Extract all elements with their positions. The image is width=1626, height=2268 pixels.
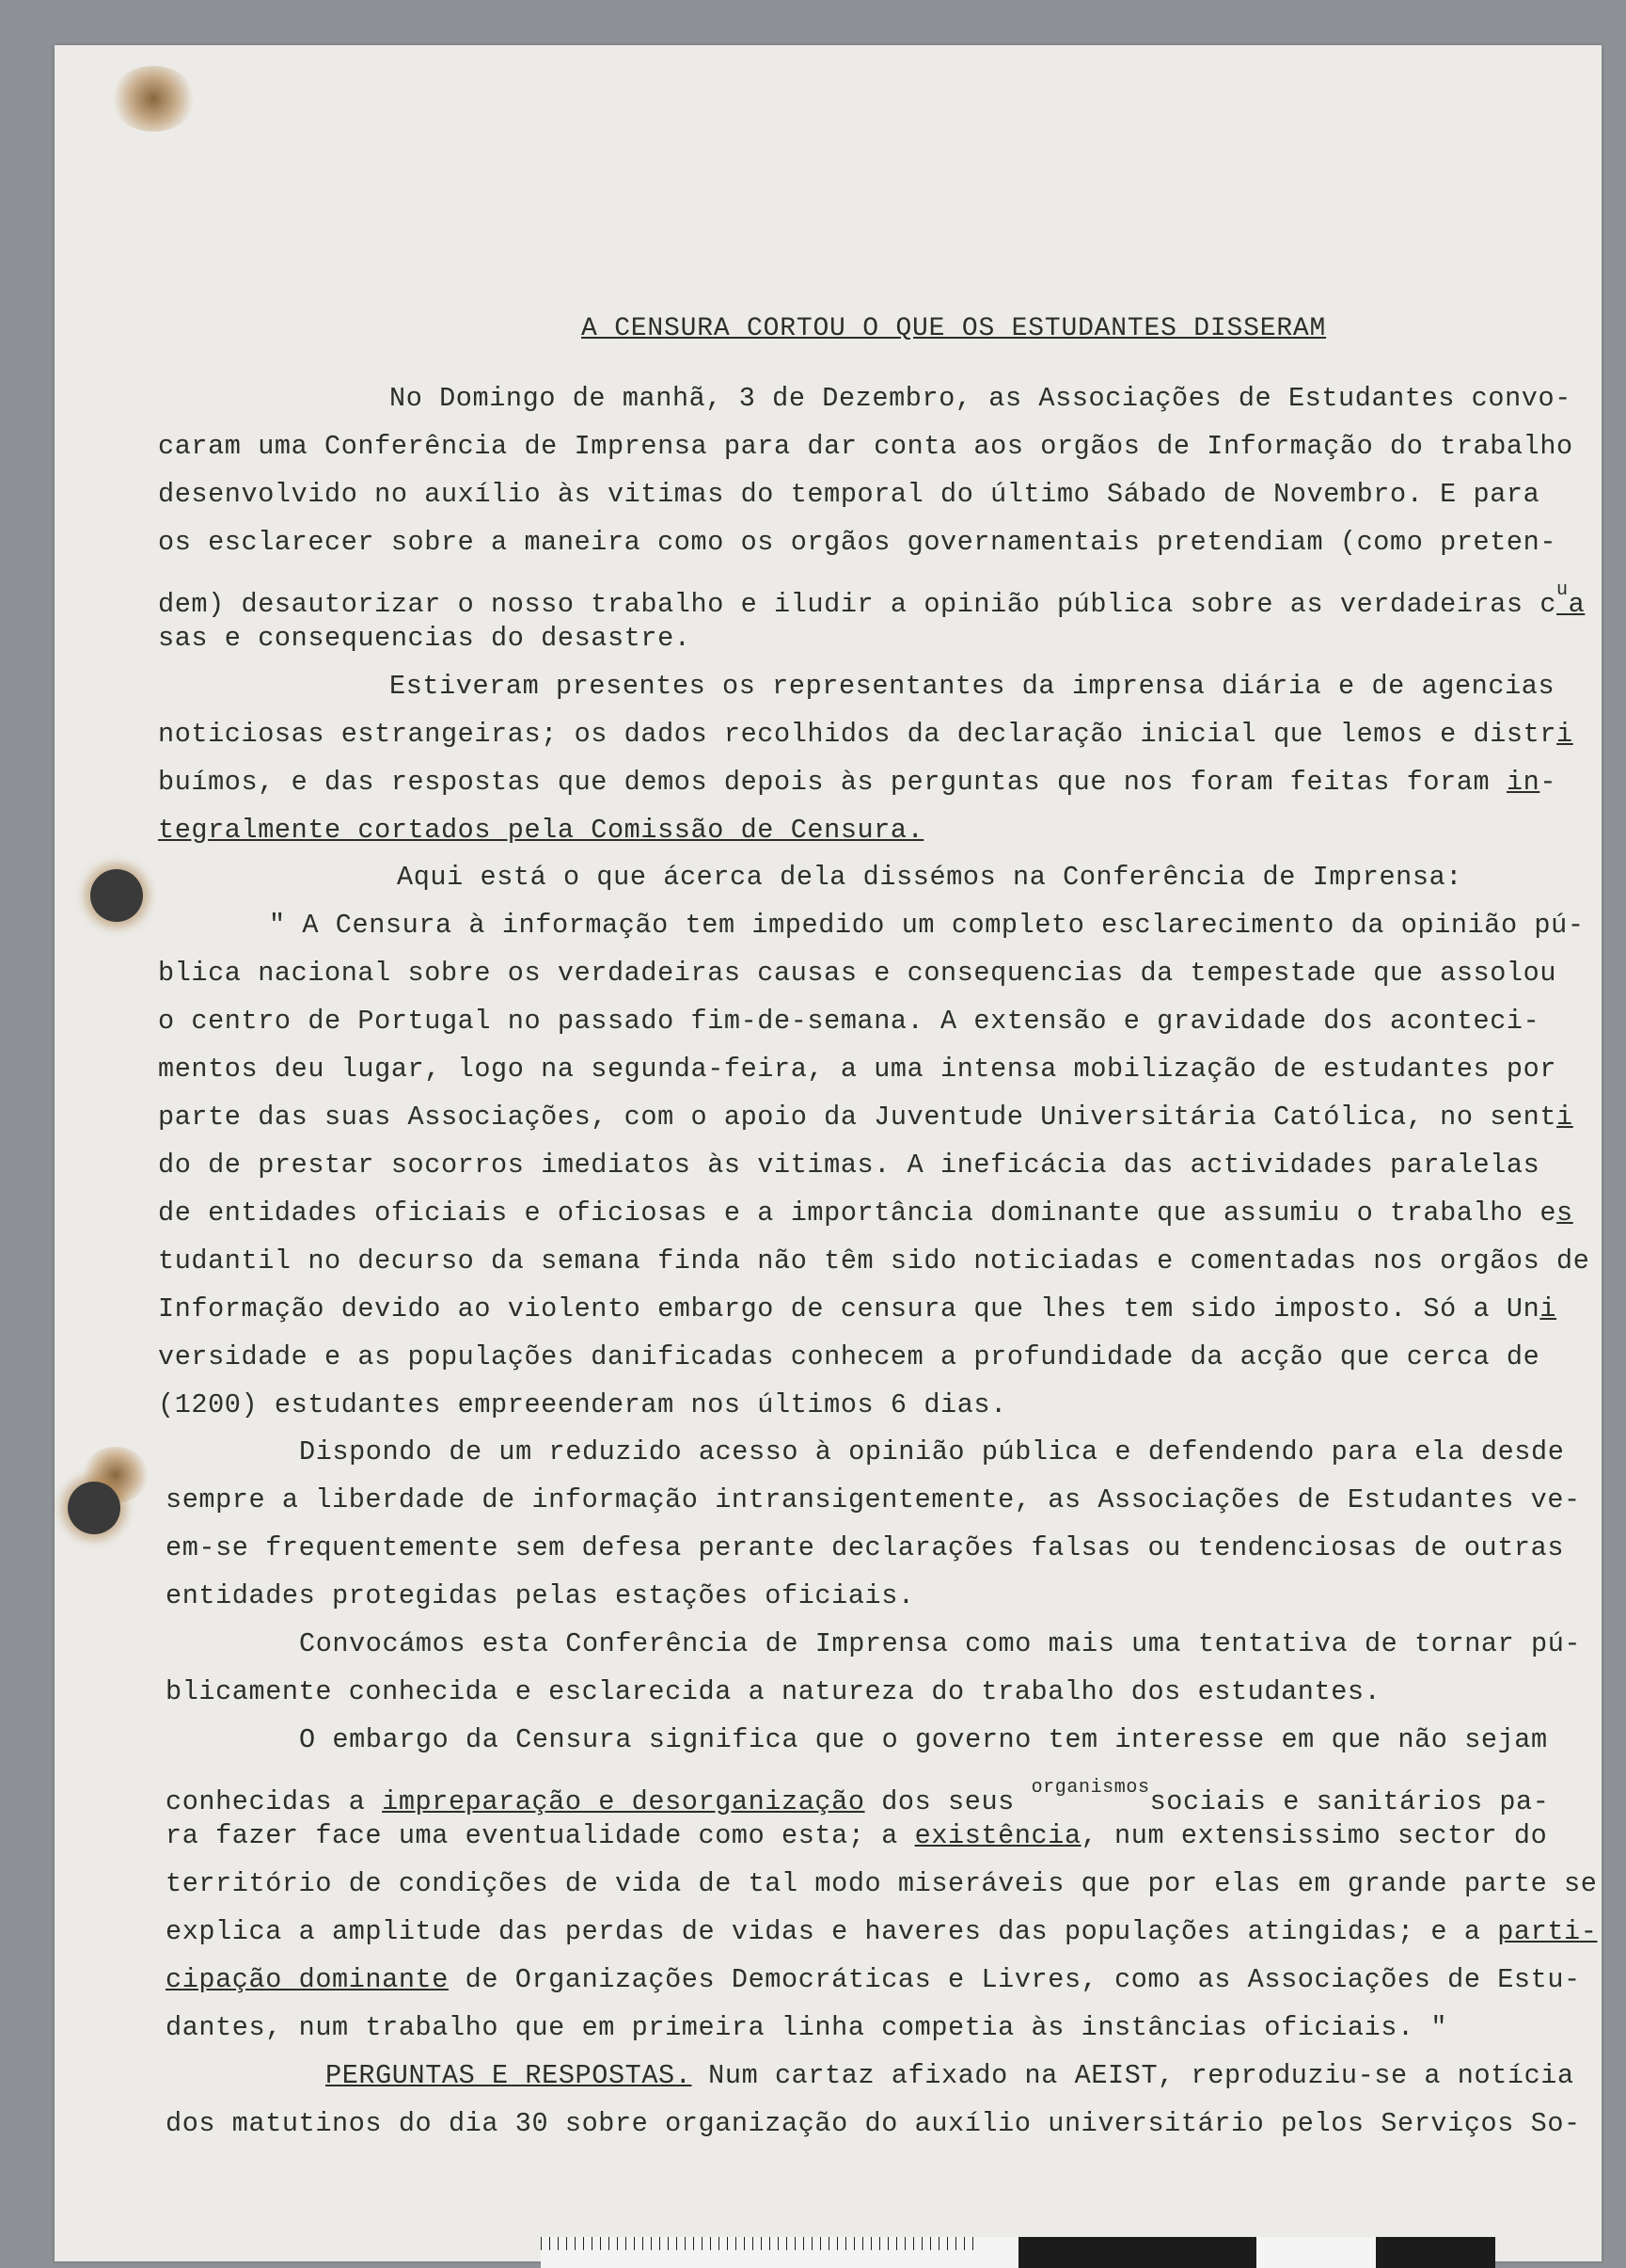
text-line: " A Censura à informação tem impedido um completo esclarecimento da opinião pú- [269,910,1585,941]
document-title: A CENSURA CORTOU O QUE OS ESTUDANTES DISSERAM [581,314,1327,343]
text-line: Estiveram presentes os representantes da imprensa diária e de agencias [389,671,1555,702]
text-line: do de prestar socorros imediatos às vitimas. A ineficácia das actividades paralelas [158,1150,1540,1181]
text-segment: cipação dominante [166,1964,449,1995]
text-segment: dos seus [864,1786,1032,1817]
text-line: sempre a liberdade de informação intransigentemente, as Associações de Estudantes ve- [166,1484,1581,1515]
ruler-segment [1376,2237,1495,2268]
text-line: caram uma Conferência de Imprensa para dar conta aos orgãos de Informação do trabalho [158,431,1573,462]
text-segment: Num cartaz afixado na AEIST, reproduziu-se a notícia [691,2060,1574,2091]
text-segment: ra fazer face uma eventualidade como esta; a [166,1820,915,1851]
text-line: blica nacional sobre os verdadeiras causas e consequencias da tempestade que assolou [158,958,1557,989]
text-segment: de entidades oficiais e oficiosas e a importância dominante que assumiu o trabalho e [158,1197,1557,1229]
text-segment: i [1556,719,1573,750]
text-segment: de Organizações Democráticas e Livres, como as Associações de Estu- [448,1964,1581,1995]
paper-sheet [55,45,1602,2261]
text-line: entidades protegidas pelas estações oficiais. [166,1580,915,1611]
text-line: tudantil no decurso da semana finda não têm sido noticiadas e comentadas nos orgãos de [158,1245,1590,1277]
text-line: mentos deu lugar, logo na segunda-feira, a uma intensa mobilização de estudantes por [158,1054,1557,1085]
text-segment: in [1506,767,1540,798]
text-line: Convocámos esta Conferência de Imprensa como mais uma tentativa de tornar pú- [299,1628,1582,1659]
superscript-insertion: organismos [1031,1777,1150,1799]
text-segment: explica a amplitude das perdas de vidas e haveres das populações atingidas; e a [166,1916,1498,1947]
section-heading: PERGUNTAS E RESPOSTAS. [325,2060,692,2091]
text-line: Dispondo de um reduzido acesso à opinião pública e defendendo para ela desde [299,1436,1565,1467]
text-line: o centro de Portugal no passado fim-de-semana. A extensão e gravidade dos aconteci- [158,1006,1540,1037]
text-line [166,1916,1597,1948]
text-segment: existência [914,1820,1081,1851]
text-line [158,1197,1573,1229]
text-line: em-se frequentemente sem defesa perante declarações falsas ou tendenciosas de outras [166,1532,1565,1563]
text-line: desenvolvido no auxílio às vitimas do temporal do último Sábado de Novembro. E para [158,479,1540,510]
text-segment: dem) desautorizar o nosso trabalho e iludir a opinião pública sobre as verdadeiras c [158,589,1557,620]
text-line [166,1772,1550,1817]
text-line [158,767,1556,799]
text-segment: i [1539,1293,1557,1324]
text-segment: parti- [1497,1916,1598,1947]
text-segment: sociais e sanitários pa- [1149,1786,1550,1817]
text-line [158,1102,1573,1134]
text-segment: parte das suas Associações, com o apoio da Juventude Universitária Católica, no sent [158,1102,1557,1133]
text-line: versidade e as populações danificadas conhecem a profundidade da acção que cerca de [158,1341,1540,1372]
text-segment [1556,579,1586,620]
text-line [166,1964,1581,1996]
text-line: blicamente conhecida e esclarecida a natureza do trabalho dos estudantes. [166,1676,1381,1707]
superscript-correction: u [1556,579,1569,601]
text-line [158,575,1586,620]
text-line: os esclarecer sobre a maneira como os orgãos governamentais pretendiam (como preten- [158,527,1557,558]
punch-hole [68,1482,120,1534]
text-segment: - [1539,767,1557,798]
text-line [158,719,1573,751]
ruler-ticks [541,2237,973,2250]
text-line [166,1820,1547,1852]
text-line: Aqui está o que ácerca dela dissémos na Conferência de Imprensa: [397,862,1462,893]
text-line: dantes, num trabalho que em primeira linha competia às instâncias oficiais. " [166,2012,1448,2043]
text-segment: , num extensissimo sector do [1081,1820,1548,1851]
text-line: No Domingo de manhã, 3 de Dezembro, as Associações de Estudantes convo- [389,383,1571,414]
text-segment: i [1556,1102,1573,1133]
text-line: território de condições de vida de tal modo miseráveis que por elas em grande parte se [166,1868,1598,1899]
text-segment: noticiosas estrangeiras; os dados recolhidos da declaração inicial que lemos e distr [158,719,1557,750]
text-line: tegralmente cortados pela Comissão de Censura. [158,815,924,846]
text-line: dos matutinos do dia 30 sobre organização do auxílio universitário pelos Serviços So- [166,2108,1581,2139]
text-line [158,1293,1556,1325]
text-segment: conhecidas a [166,1786,383,1817]
text-segment: s [1556,1197,1573,1229]
ruler-segment [1256,2237,1376,2268]
text-segment: buímos, e das respostas que demos depois às perguntas que nos foram feitas foram [158,767,1507,798]
text-line: O embargo da Censura significa que o governo tem interesse em que não sejam [299,1724,1548,1755]
text-segment: impreparação e desorganização [382,1786,865,1817]
text-line: sas e consequencias do desastre. [158,623,691,654]
text-segment: a [1568,589,1586,620]
text-line: (1200) estudantes empreeenderam nos últimos 6 dias. [158,1389,1007,1420]
ruler-segment [1018,2237,1138,2268]
text-line [325,2060,1574,2092]
punch-hole [90,869,143,922]
ruler-segment [1137,2237,1256,2268]
text-segment: Informação devido ao violento embargo de censura que lhes tem sido imposto. Só a Un [158,1293,1540,1324]
rust-stain [111,66,196,132]
